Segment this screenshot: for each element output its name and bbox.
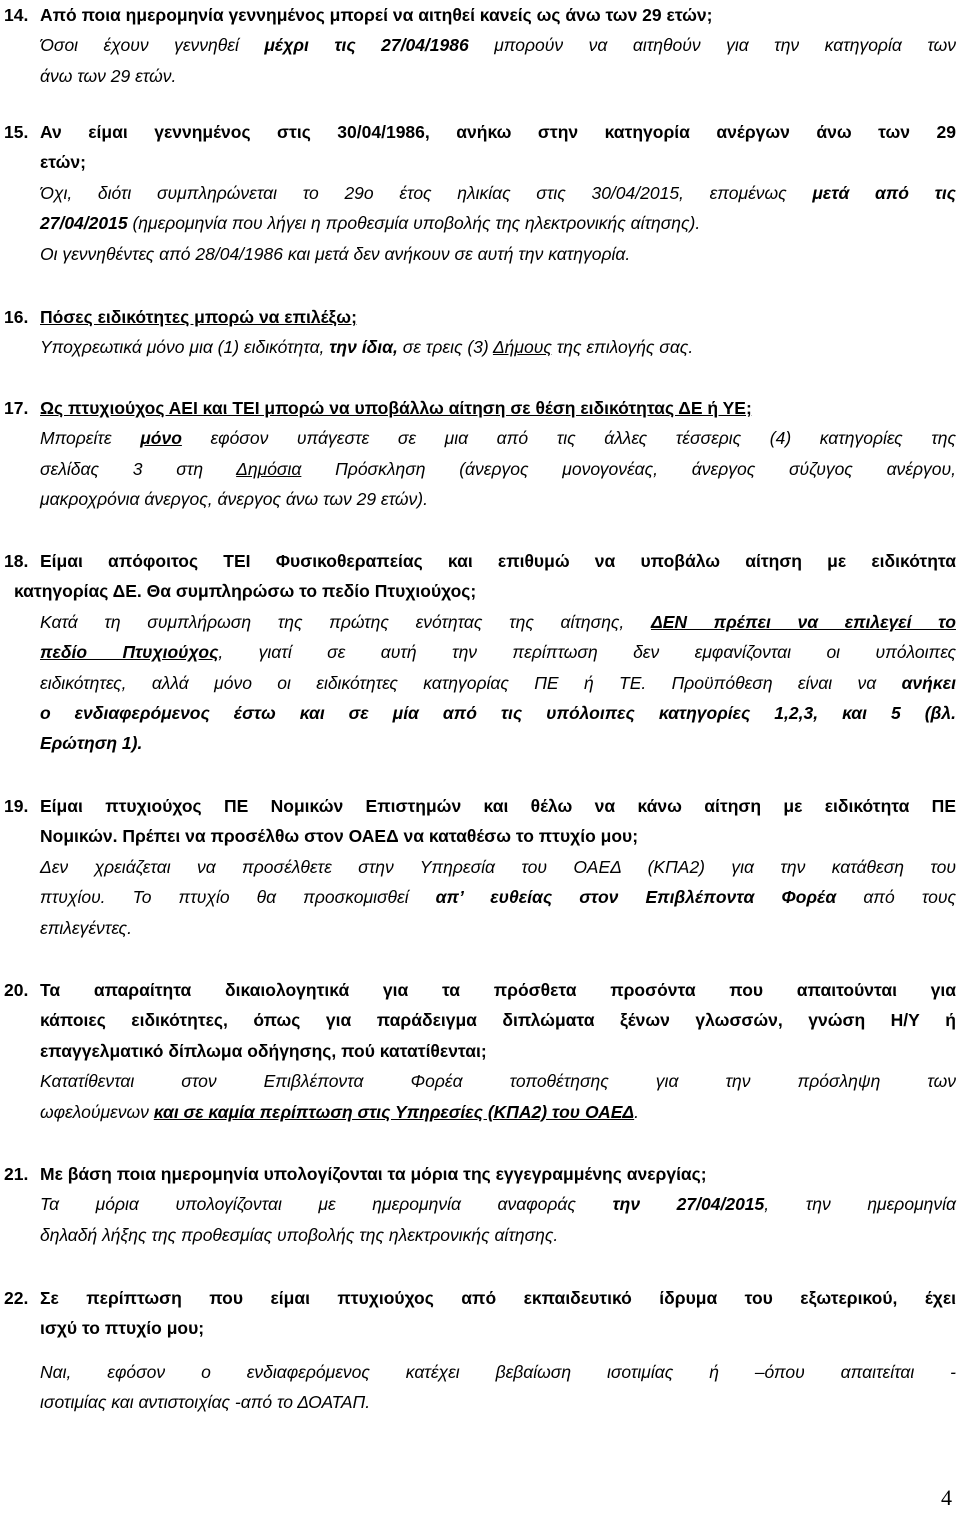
- qa-item-15: [4, 117, 956, 269]
- question: 19. Είμαι πτυχιούχος ΠΕ Νομικών Επιστημών και θέλω να κάνω αίτηση με ειδικότητα ΠΕ: [4, 791, 956, 821]
- answer-line: Υποχρεωτικά μόνο μια (1) ειδικότητα, την ίδια, σε τρεις (3) Δήμους της επιλογής σας.: [40, 337, 694, 358]
- answer-line: Μπορείτε μόνο εφόσον υπάγεστε σε μια από τις άλλες τέσσερις (4) κατηγορίες της: [40, 428, 956, 449]
- question: 20. Τα απαραίτητα δικαιολογητικά για τα πρόσθετα προσόντα που απαιτούνται για: [4, 975, 956, 1005]
- question: 22. Σε περίπτωση που είμαι πτυχιούχος από εκπαιδευτικό ίδρυμα του εξωτερικού, έχει: [4, 1283, 956, 1313]
- answer-line: μακροχρόνια άνεργος, άνεργος άνω των 29 ετών).: [40, 489, 428, 510]
- answer-line: Δεν χρειάζεται να προσέλθετε στην Υπηρεσία του ΟΑΕΔ (ΚΠΑ2) για την κατάθεση του: [40, 856, 956, 877]
- answer-line: Όχι, διότι συμπληρώνεται το 29ο έτος ηλικίας στις 30/04/2015, επομένως μετά από τις: [40, 182, 956, 203]
- question: ισχύ το πτυχίο μου;: [40, 1318, 205, 1339]
- question-number: 20.: [4, 980, 29, 1000]
- qa-item-22-answer: [4, 1357, 956, 1418]
- question-number: 18.: [4, 551, 29, 571]
- answer-line: Οι γεννηθέντες από 28/04/1986 και μετά δεν ανήκουν σε αυτή την κατηγορία.: [40, 243, 631, 264]
- question: κατηγορίας ΔΕ. Θα συμπληρώσω το πεδίο Πτυχιούχος;: [14, 581, 477, 602]
- qa-item-19: [4, 791, 956, 943]
- qa-item-21: [4, 1159, 956, 1250]
- qa-item-20: [4, 975, 956, 1127]
- answer-line: ο ενδιαφερόμενος έστω και σε μία από τις υπόλοιπες κατηγορίες 1,2,3, και 5 (βλ.: [40, 703, 956, 724]
- answer-line: σελίδας 3 στη Δημόσια Πρόσκληση (άνεργος μονογονέας, άνεργος σύζυγος ανέργου,: [40, 458, 956, 479]
- question: 17. Ως πτυχιούχος ΑΕΙ και ΤΕΙ μπορώ να υποβάλλω αίτηση σε θέση ειδικότητας ΔΕ ή ΥΕ;: [4, 393, 956, 423]
- qa-item-14: [4, 0, 956, 91]
- question-number: 17.: [4, 398, 29, 418]
- question: 21. Με βάση ποια ημερομηνία υπολογίζονται τα μόρια της εγγεγραμμένης ανεργίας;: [4, 1159, 956, 1189]
- answer-line: Όσοι έχουν γεννηθεί μέχρι τις 27/04/1986 μπορούν να αιτηθούν για την κατηγορία των: [40, 35, 956, 56]
- answer-line: Κατατίθενται στον Επιβλέποντα Φορέα τοποθέτησης για την πρόσληψη των: [40, 1071, 956, 1092]
- question: Νομικών. Πρέπει να προσέλθω στον ΟΑΕΔ να καταθέσω το πτυχίο μου;: [40, 826, 639, 847]
- answer-line: πεδίο Πτυχιούχος, γιατί σε αυτή την περίπτωση δεν εμφανίζονται οι υπόλοιπες: [40, 642, 956, 663]
- question-number: 15.: [4, 122, 29, 142]
- answer-line: 27/04/2015 (ημερομηνία που λήγει η προθεσμία υποβολής της ηλεκτρονικής αίτησης).: [40, 213, 701, 234]
- qa-item-17: [4, 393, 956, 515]
- answer-line: Ερώτηση 1).: [40, 733, 143, 754]
- answer-line: ωφελούμενων και σε καμία περίπτωση στις Υπηρεσίες (ΚΠΑ2) του ΟΑΕΔ.: [40, 1101, 640, 1122]
- answer-line: πτυχίου. Το πτυχίο θα προσκομισθεί απ’ ευθείας στον Επιβλέποντα Φορέα από τους: [40, 887, 956, 908]
- question: κάποιες ειδικότητες, όπως για παράδειγμα διπλώματα ξένων γλωσσών, γνώση Η/Υ ή: [40, 1010, 956, 1031]
- question: 14. Από ποια ημερομηνία γεννημένος μπορεί να αιτηθεί κανείς ως άνω των 29 ετών;: [4, 0, 956, 30]
- answer-line: Ναι, εφόσον ο ενδιαφερόμενος κατέχει βεβαίωση ισοτιμίας ή –όπου απαιτείται -: [40, 1362, 956, 1382]
- qa-item-22: [4, 1283, 956, 1344]
- question-number: 21.: [4, 1164, 29, 1184]
- question: επαγγελματικό δίπλωμα οδήγησης, πού κατατίθενται;: [40, 1040, 487, 1061]
- question: 16. Πόσες ειδικότητες μπορώ να επιλέξω;: [4, 302, 956, 332]
- answer-line: ειδικότητες, αλλά μόνο οι ειδικότητες κατηγορίας ΠΕ ή ΤΕ. Προϋπόθεση είναι να ανήκει: [40, 672, 956, 693]
- answer-line: Τα μόρια υπολογίζονται με ημερομηνία αναφοράς την 27/04/2015, την ημερομηνία: [40, 1194, 956, 1215]
- answer-line: Κατά τη συμπλήρωση της πρώτης ενότητας της αίτησης, ΔΕΝ πρέπει να επιλεγεί το: [40, 611, 956, 632]
- question-number: 16.: [4, 307, 29, 327]
- qa-item-18: [4, 546, 956, 759]
- question: ετών;: [40, 152, 86, 173]
- page-number: 4: [941, 1485, 952, 1510]
- answer-line: επιλεγέντες.: [40, 917, 132, 938]
- question-number: 14.: [4, 5, 29, 25]
- question: 18. Είμαι απόφοιτος ΤΕΙ Φυσικοθεραπείας και επιθυμώ να υποβάλω αίτηση με ειδικότητα: [4, 546, 956, 576]
- question-number: 22.: [4, 1288, 29, 1308]
- answer-line: ισοτιμίας και αντιστοιχίας -από το ΔΟΑΤΑΠ.: [40, 1392, 371, 1413]
- answer-line: δηλαδή λήξης της προθεσμίας υποβολής της ηλεκτρονικής αίτησης.: [40, 1224, 559, 1245]
- qa-item-16: [4, 302, 956, 363]
- answer-line: άνω των 29 ετών.: [40, 65, 177, 86]
- question: 15. Αν είμαι γεννημένος στις 30/04/1986, ανήκω στην κατηγορία ανέργων άνω των 29: [4, 117, 956, 147]
- question-number: 19.: [4, 796, 29, 816]
